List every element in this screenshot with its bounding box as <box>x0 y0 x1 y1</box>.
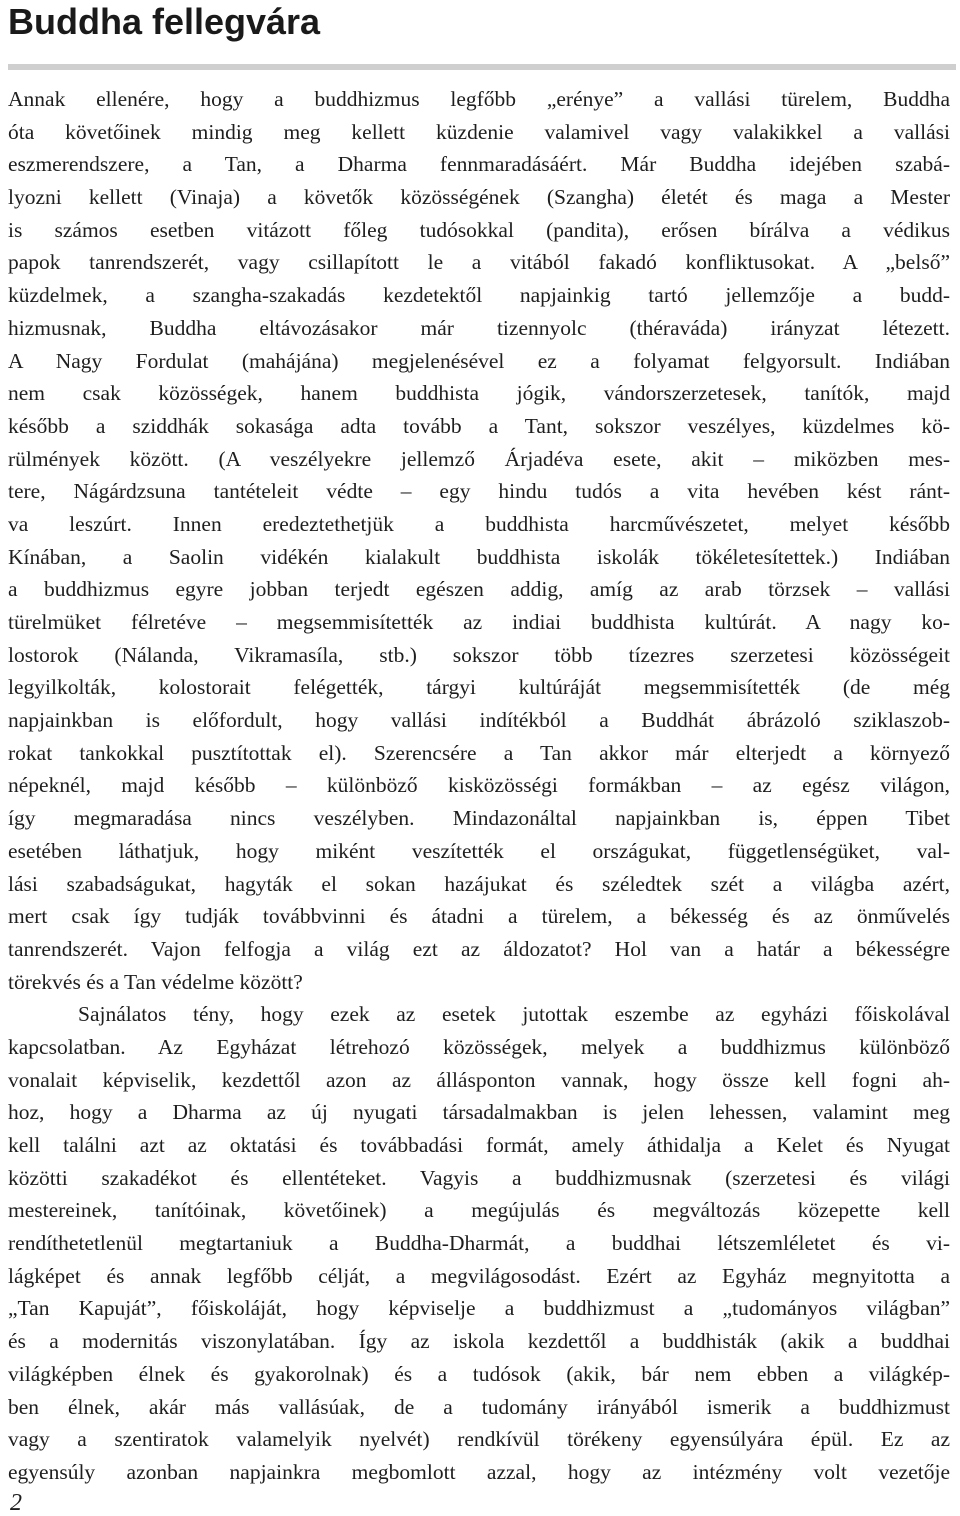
text-line: hoz, hogy a Dharma az új nyugati társadalmakban is jelen lehessen, valamint meg <box>8 1100 950 1125</box>
text-line: Kínában, a Saolin vidékén kialakult buddhista iskolák tökéletesítettek.) Indiában <box>8 544 950 569</box>
paragraph-first-line: Sajnálatos tény, hogy ezek az esetek jutottak eszembe az egyházi főiskolával <box>78 1002 950 1027</box>
text-line: lostorok (Nálanda, Vikramasíla, stb.) sokszor több tízezres szerzetesi közösségeit <box>8 642 950 667</box>
text-line: Annak ellenére, hogy a buddhizmus legfőbb „erénye” a vallási türelem, Buddha <box>8 87 950 111</box>
text-line: rendíthetetlenül megtartaniuk a Buddha-Dharmát, a buddhai létszemléletet és vi- <box>8 1231 950 1256</box>
text-line: A Nagy Fordulat (mahájána) megjelenésével ez a folyamat felgyorsult. Indiában <box>8 348 950 373</box>
text-line: óta követőinek mindig meg kellett küzdenie valamivel vagy valakikkel a vallási <box>8 119 950 144</box>
text-line: eszmerendszere, a Tan, a Dharma fennmaradásáért. Már Buddha idejében szabá- <box>8 152 950 177</box>
text-line: küzdelmek, a szangha-szakadás kezdetektől napjainkig tartó jellemzője a budd- <box>8 283 950 308</box>
text-line: kapcsolatban. Az Egyházat létrehozó közösségek, melyek a buddhizmus különböző <box>8 1034 950 1059</box>
text-line: mestereinek, tanítóinak, követőinek) a megújulás és megváltozás közepette kell <box>8 1198 950 1223</box>
text-line: lágképet és annak legfőbb célját, a megvilágosodást. Ezért az Egyház megnyitotta a <box>8 1263 950 1288</box>
text-line: ben élnek, akár más vallásúak, de a tudomány irányából ismerik a buddhizmust <box>8 1394 950 1419</box>
page-title: Buddha fellegvára <box>8 1 321 42</box>
text-line: világképben élnek és gyakorolnak) és a tudósok (akik, bár nem ebben a világkép- <box>8 1361 950 1386</box>
text-line: vonalait képviselik, kezdettől azon az állásponton vannak, hogy össze kell fogni ah- <box>8 1067 950 1092</box>
text-line: „Tan Kapuját”, főiskoláját, hogy képviselje a buddhizmust a „tudományos világban” <box>8 1296 950 1321</box>
text-line: kell találni azt az oktatási és továbbadási formát, amely áthidalja a Kelet és Nyugat <box>8 1133 950 1157</box>
text-line: nem csak közösségek, hanem buddhista jógik, vándorszerzetesek, tanítók, majd <box>8 381 950 406</box>
text-line: lási szabadságukat, hagyták el sokan hazájukat és széledtek szét a világba azért, <box>8 871 950 896</box>
text-line: a buddhizmus egyre jobban terjedt egészen addig, amíg az arab törzsek – vallási <box>8 577 950 602</box>
text-line: rülmények között. (A veszélyekre jellemző Árjadéva esete, akit – miközben mes- <box>8 446 950 471</box>
text-line: is számos esetben vitázott főleg tudósokkal (pandita), erősen bírálva a védikus <box>8 217 950 242</box>
text-line: napjainkban is előfordult, hogy vallási indítékból a Buddhát ábrázoló sziklaszob- <box>8 708 950 733</box>
text-line: türelmüket félretéve – megsemmisítették az indiai buddhista kultúrát. A nagy ko- <box>8 610 950 634</box>
text-line: így megmaradása nincs veszélyben. Mindazonáltal napjainkban is, éppen Tibet <box>8 806 950 831</box>
text-line: lyozni kellett (Vinaja) a követők közösségének (Szangha) életét és maga a Mester <box>8 185 950 210</box>
text-line: rokat tankokkal pusztítottak el). Szerencsére a Tan akkor már elterjedt a környező <box>8 740 950 765</box>
text-line: legyilkolták, kolostorait felégették, tárgyi kultúráját megsemmisítették (de még <box>8 675 950 700</box>
text-line: esetében láthatjuk, hogy miként veszítették el országukat, függetlenségüket, val- <box>8 838 950 863</box>
text-line: tanrendszerét. Vajon felfogja a világ ezt az áldozatot? Hol van a határ a békességre <box>8 936 950 961</box>
text-line: közötti szakadékot és ellentéteket. Vagyis a buddhizmusnak (szerzetesi és világi <box>8 1165 950 1190</box>
page-number: 2 <box>10 1490 22 1516</box>
text-line: és a modernitás viszonylatában. Így az iskola kezdettől a buddhisták (akik a buddhai <box>8 1329 950 1354</box>
body-text <box>8 83 950 1489</box>
text-line: papok tanrendszerét, vagy csillapított le a vitából fakadó konfliktusokat. A „belső” <box>8 250 950 275</box>
text-line: hizmusnak, Buddha eltávozásakor már tizennyolc (théraváda) irányzat létezett. <box>8 315 950 340</box>
text-line: népeknél, majd később – különböző kisközösségi formákban – az egész világon, <box>8 773 950 798</box>
text-line: tere, Nágárdzsuna tantételeit védte – egy hindu tudós a vita hevében kést ránt- <box>8 479 950 504</box>
text-line: mert csak így tudják továbbvinni és átadni a türelem, a békesség és az önművelés <box>8 904 950 929</box>
title-divider <box>8 64 956 70</box>
text-line: va leszúrt. Innen eredeztethetjük a buddhista harcművészetet, melyet később <box>8 511 950 536</box>
text-line: egyensúly azonban napjainkra megbomlott azzal, hogy az intézmény volt vezetője <box>8 1459 950 1484</box>
text-line: később a sziddhák sokasága adta tovább a Tant, sokszor veszélyes, küzdelmes kö- <box>8 413 950 438</box>
text-line: vagy a szentiratok valamelyik nyelvét) rendkívül törékeny egyensúlyára épül. Ez az <box>8 1427 950 1452</box>
paragraph-last-line: törekvés és a Tan védelme között? <box>8 969 303 994</box>
